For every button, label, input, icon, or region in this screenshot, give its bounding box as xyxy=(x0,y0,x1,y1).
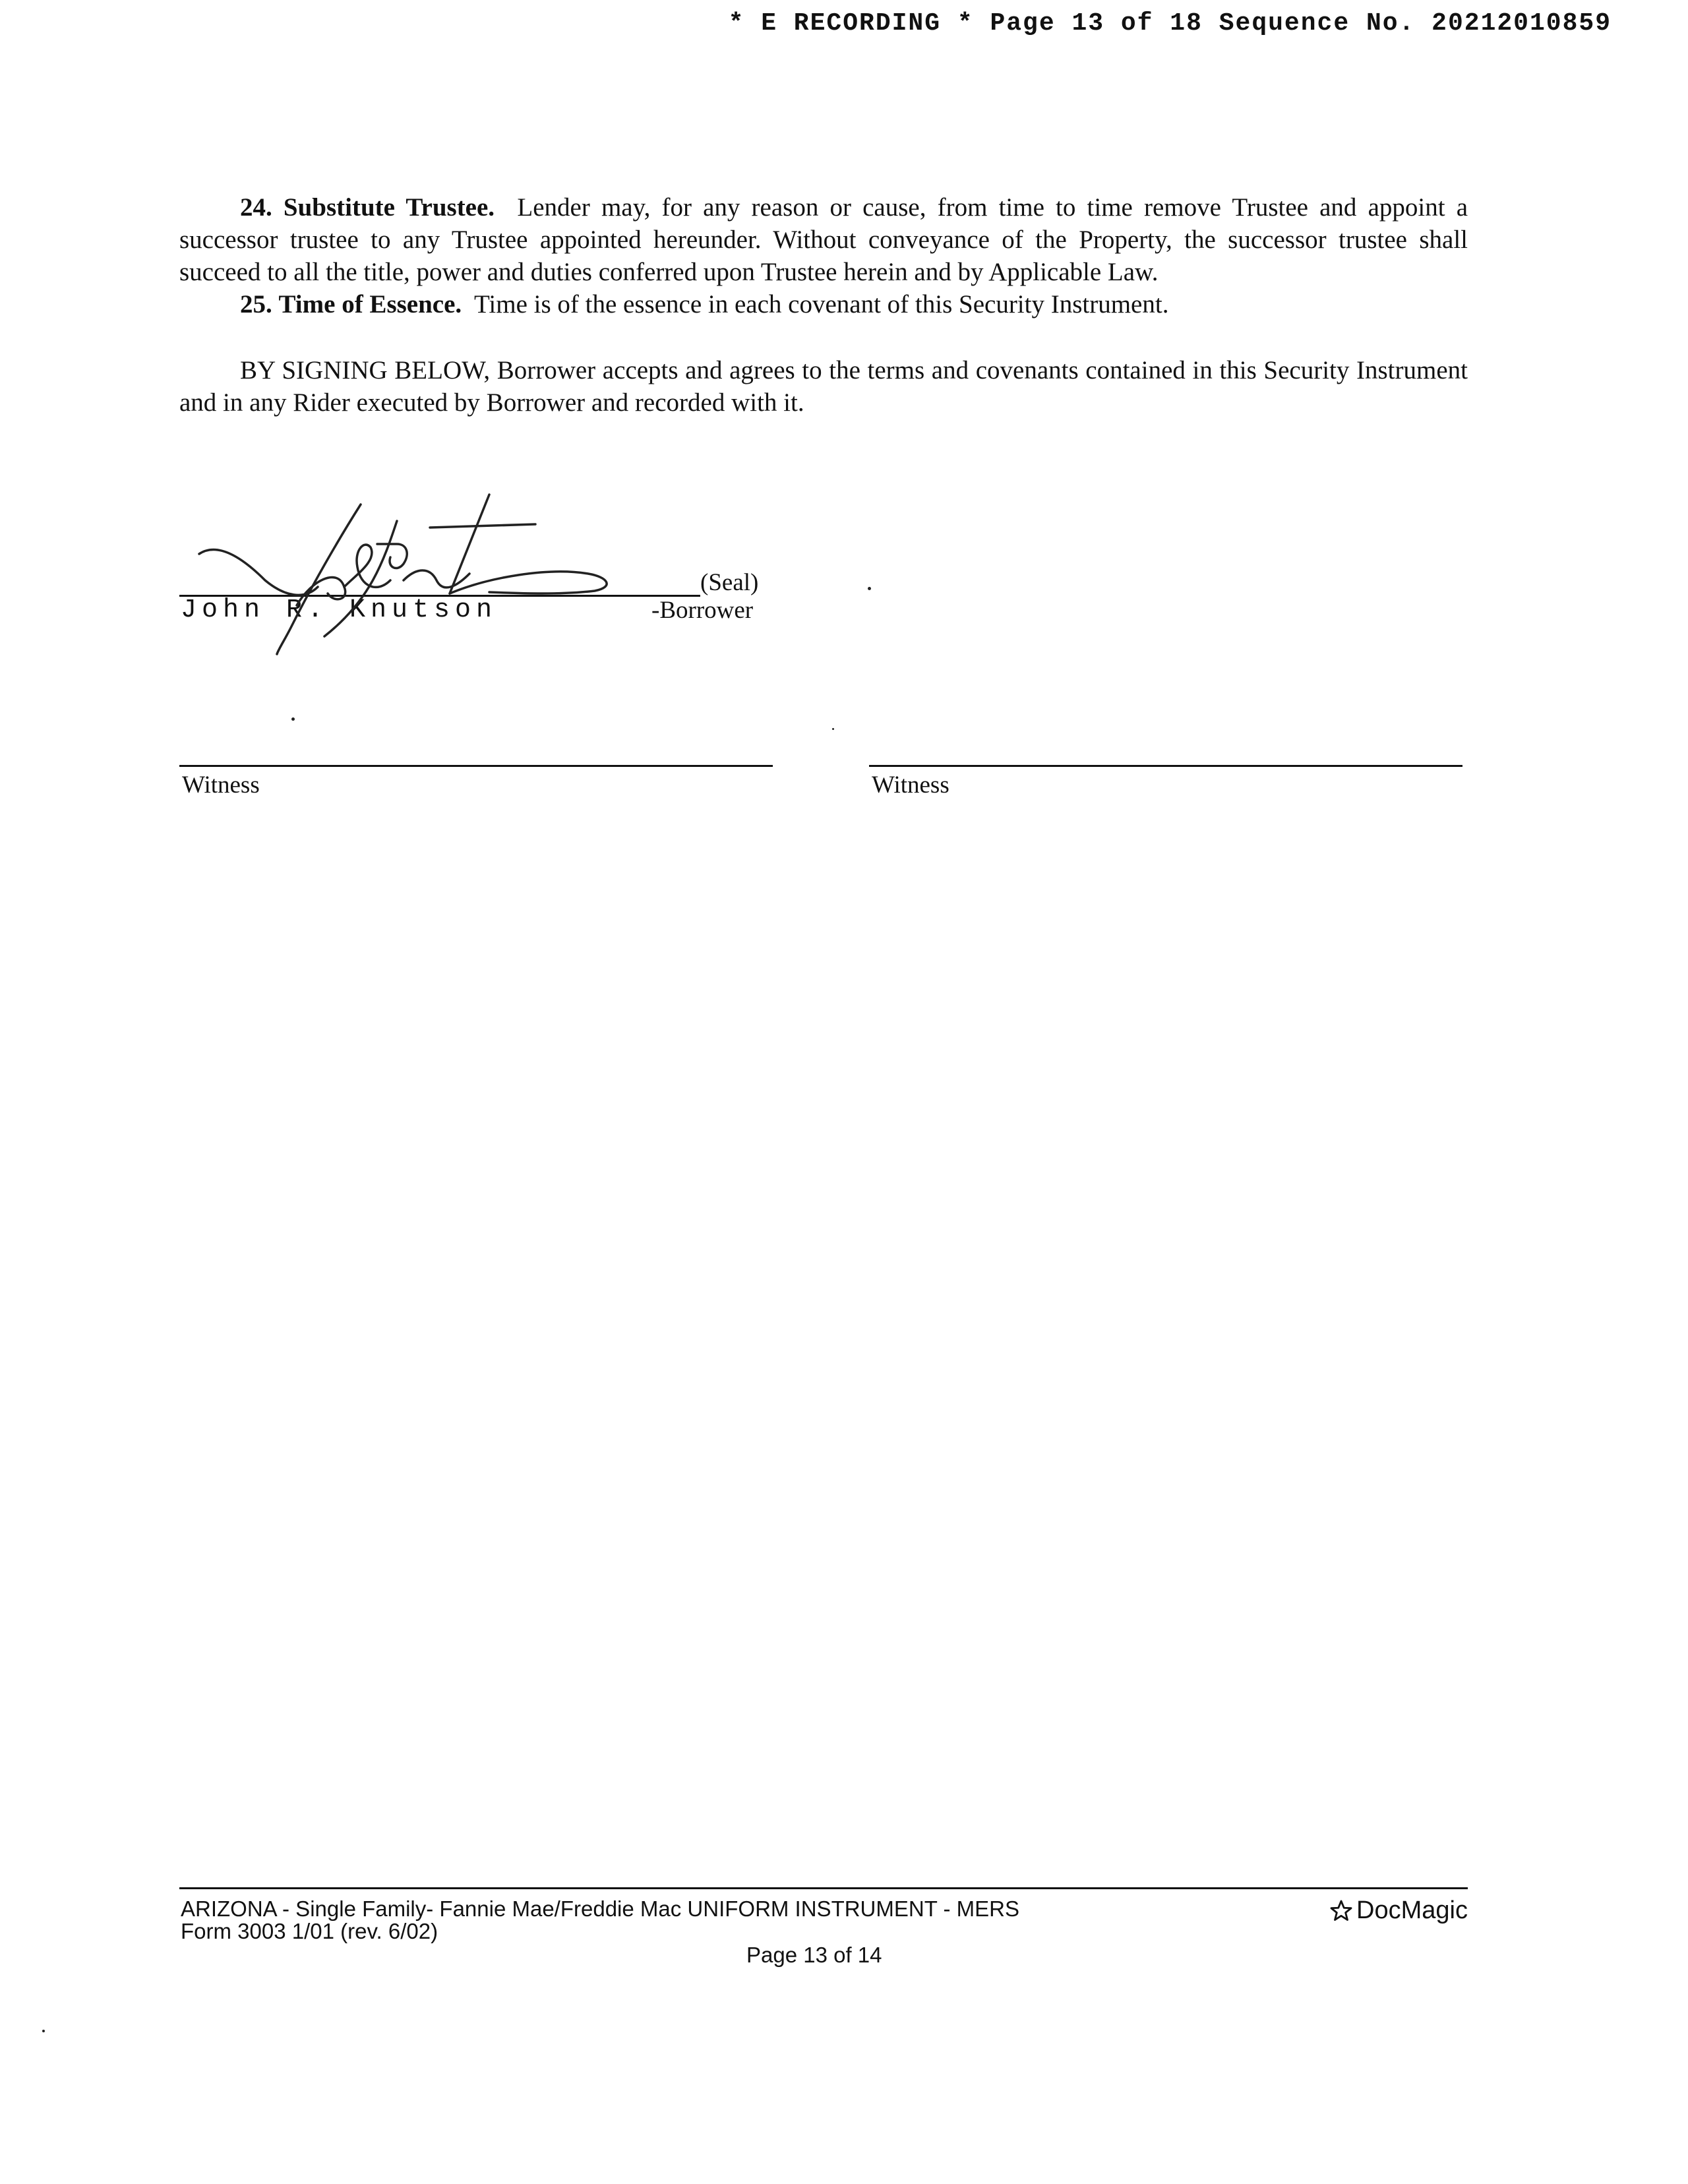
stray-mark xyxy=(291,717,295,721)
witness-line xyxy=(869,765,1462,767)
signing-statement: BY SIGNING BELOW, Borrower accepts and agrees to the terms and covenants contained in this Security Instrument and in any Rider executed by Borrower and recorded with it. xyxy=(179,356,1468,417)
section-24 xyxy=(179,191,1468,288)
form-title: ARIZONA - Single Family- Fannie Mae/Freddie Mac UNIFORM INSTRUMENT - MERS xyxy=(181,1896,1019,1921)
document-body xyxy=(179,191,1468,419)
witness-label: Witness xyxy=(872,772,950,799)
borrower-role: -Borrower xyxy=(651,597,754,624)
witness-line xyxy=(179,765,773,767)
brand-name: DocMagic xyxy=(1356,1896,1468,1924)
star-outline-icon xyxy=(1329,1898,1354,1924)
docmagic-logo xyxy=(1329,1896,1468,1925)
seal-label: (Seal) xyxy=(700,569,759,596)
borrower-signature-block xyxy=(179,488,773,659)
section-25-text: Time is of the essence in each covenant of this Security Instrument. xyxy=(473,290,1169,318)
form-number: Form 3003 1/01 (rev. 6/02) xyxy=(181,1919,438,1943)
document-footer xyxy=(179,1887,1468,1967)
section-25-heading: Time of Essence. xyxy=(278,290,462,318)
section-24-text: Lender may, for any reason or cause, from time to time remove Trustee and appoint a successor trustee to any Trustee appointed hereunder. Without conveyance of the Property, the successor trustee shall succeed to all the title, power and duties conferred upon Trustee herein and by Applicable Law. xyxy=(179,193,1468,286)
stray-mark xyxy=(42,2030,45,2032)
section-24-heading: Substitute Trustee. xyxy=(283,193,495,222)
borrower-name: John R. Knutson xyxy=(181,595,498,625)
page-number: Page 13 of 14 xyxy=(746,1943,882,1967)
section-25-number: 25. xyxy=(240,290,272,318)
stray-mark xyxy=(832,728,834,730)
witness-block-right xyxy=(869,765,1462,799)
witness-label: Witness xyxy=(182,772,260,799)
section-24-number: 24. xyxy=(240,193,272,222)
section-25 xyxy=(179,288,1468,320)
witness-block-left xyxy=(179,765,773,799)
stray-mark xyxy=(868,587,871,590)
recording-stamp: * E RECORDING * Page 13 of 18 Sequence No. 20212010859 xyxy=(728,9,1612,38)
handwritten-signature xyxy=(179,488,773,659)
footer-rule xyxy=(179,1887,1468,1889)
